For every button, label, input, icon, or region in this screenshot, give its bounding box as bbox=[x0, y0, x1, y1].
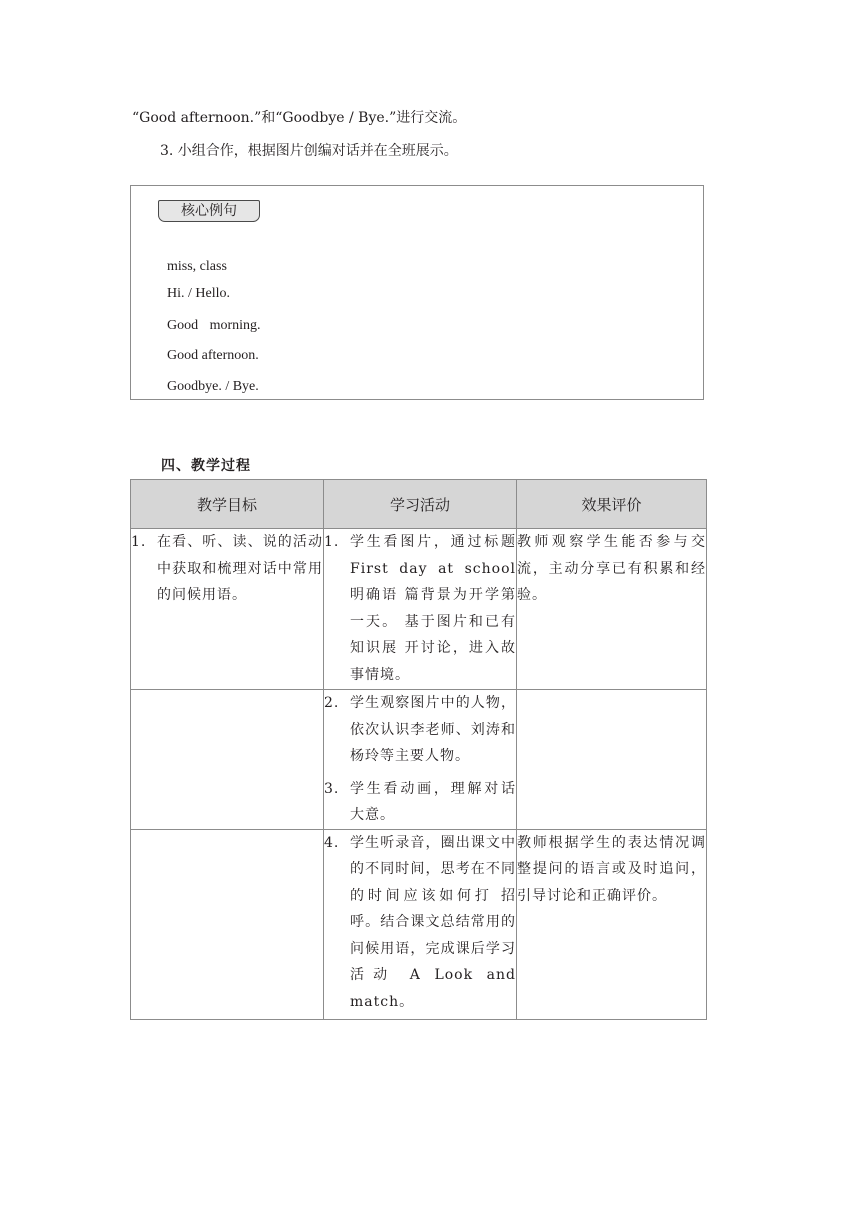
activity-cell bbox=[324, 829, 517, 1019]
activity-number: 2. bbox=[324, 695, 340, 711]
goal-cell bbox=[131, 529, 324, 690]
example-sentence: Good afternoon. bbox=[167, 348, 259, 363]
goal-number: 1. bbox=[131, 534, 147, 550]
activity-text: 学生看动画，理解对话 大意。 bbox=[350, 780, 516, 823]
goal-cell bbox=[131, 690, 324, 830]
table-row bbox=[131, 690, 707, 830]
activity-cell bbox=[324, 690, 517, 830]
example-sentence: miss, class bbox=[167, 259, 227, 274]
evaluation-cell bbox=[517, 690, 707, 830]
table-header-row bbox=[131, 480, 707, 529]
evaluation-text: 教师观察学生能否参与交流，主动分享已有积累和经验。 bbox=[517, 534, 706, 603]
example-sentence: Goodbye. / Bye. bbox=[167, 379, 259, 394]
activity-number: 3. bbox=[324, 780, 340, 797]
activity-number: 4. bbox=[324, 834, 340, 851]
table-row bbox=[131, 529, 707, 690]
intro-line-2: 3. 小组合作，根据图片创编对话并在全班展示。 bbox=[160, 143, 458, 159]
table-row bbox=[131, 829, 707, 1019]
activity-text: 学生听录音，圈出课文中的不同时间，思考在不同的时间应该如何打 招呼。结合课文总结常用的问候用语，完成课后学习活动 A Look and match。 bbox=[350, 834, 516, 1010]
example-sentence: Hi. / Hello. bbox=[167, 286, 230, 301]
header-goal: 教学目标 bbox=[131, 480, 324, 529]
core-sentences-tag: 核心例句 bbox=[158, 200, 260, 222]
activity-text: 学生看图片，通过标题 First day at school 明确语 篇背景为开学第一天。 基于图片和已有知识展 开讨论，进入故事情境。 bbox=[350, 534, 516, 683]
example-sentence: Good morning. bbox=[167, 318, 261, 333]
evaluation-cell bbox=[517, 829, 707, 1019]
header-evaluation: 效果评价 bbox=[517, 480, 707, 529]
section-title: 四、教学过程 bbox=[161, 458, 251, 474]
teaching-process-table bbox=[130, 479, 707, 1020]
intro-line-1: “Good afternoon.”和“Goodbye / Bye.”进行交流。 bbox=[132, 110, 467, 126]
goal-text: 在看、听、读、说的活动中获取和梳理对话中常用的问候用语。 bbox=[157, 534, 323, 603]
evaluation-cell bbox=[517, 529, 707, 690]
goal-cell bbox=[131, 829, 324, 1019]
core-sentences-box bbox=[130, 185, 704, 400]
activity-text: 学生观察图片中的人物，依次认识李老师、刘涛和杨玲等主要人物。 bbox=[350, 695, 516, 764]
activity-cell bbox=[324, 529, 517, 690]
activity-number: 1. bbox=[324, 534, 340, 550]
evaluation-text: 教师根据学生的表达情况调整提问的语言或及时追问，引导讨论和正确评价。 bbox=[517, 834, 706, 904]
header-activity: 学习活动 bbox=[324, 480, 517, 529]
